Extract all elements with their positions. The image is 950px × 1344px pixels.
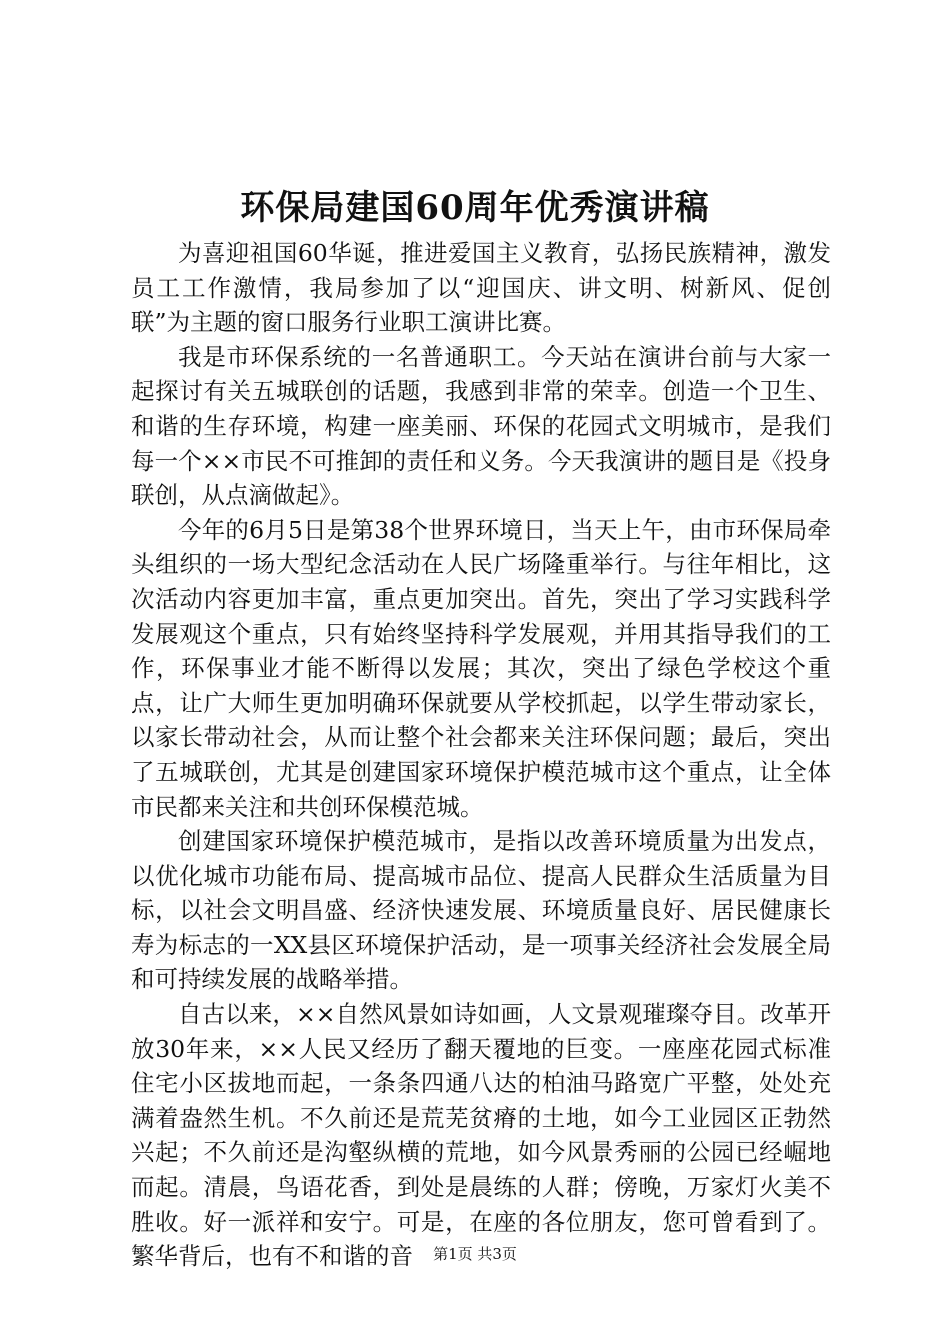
document-body: [131, 236, 831, 1274]
page-number-footer: 第1页 共3页: [433, 1245, 517, 1263]
paragraph-5: 自古以来，××自然风景如诗如画，人文景观璀璨夺目。改革开放30年来，××人民又经历了翻天覆地的巨变。一座座花园式标准住宅小区拔地而起，一条条四通八达的柏油马路宽广平整，处处充满着盎然生机。不久前还是荒芜贫瘠的土地，如今工业园区正勃然兴起；不久前还是沟壑纵横的荒地，如今风景秀丽的公园已经崛地而起。清晨，鸟语花香，到处是晨练的人群；傍晚，万家灯火美不胜收。好一派祥和安宁。可是，在座的各位朋友，您可曾看到了。繁华背后，也有不和谐的音: [131, 1000, 831, 1271]
paragraph-1: 为喜迎祖国60华诞，推进爱国主义教育，弘扬民族精神，激发员工工作激情，我局参加了以“迎国庆、讲文明、树新风、促创联”为主题的窗口服务行业职工演讲比赛。: [131, 239, 831, 337]
paragraph-2: 我是市环保系统的一名普通职工。今天站在演讲台前与大家一起探讨有关五城联创的话题，我感到非常的荣幸。创造一个卫生、和谐的生存环境，构建一座美丽、环保的花园式文明城市，是我们每一个××市民不可推卸的责任和义务。今天我演讲的题目是《投身联创，从点滴做起》。: [131, 342, 831, 510]
paragraph-4: 创建国家环境保护模范城市，是指以改善环境质量为出发点，以优化城市功能布局、提高城市品位、提高人民群众生活质量为目标，以社会文明昌盛、经济快速发展、环境质量良好、居民健康长寿为标志的一XX县区环境保护活动，是一项事关经济社会发展全局和可持续发展的战略举措。: [131, 827, 831, 994]
paragraph-3: 今年的6月5日是第38个世界环境日，当天上午，由市环保局牵头组织的一场大型纪念活动在人民广场隆重举行。与往年相比，这次活动内容更加丰富，重点更加突出。首先，突出了学习实践科学发展观这个重点，只有始终坚持科学发展观，并用其指导我们的工作，环保事业才能不断得以发展；其次，突出了绿色学校这个重点，让广大师生更加明确环保就要从学校抓起，以学生带动家长，以家长带动社会，从而让整个社会都来关注环保问题；最后，突出了五城联创，尤其是创建国家环境保护模范城市这个重点，让全体市民都来关注和共创环保模范城。: [131, 515, 831, 821]
document-title: 环保局建国60周年优秀演讲稿: [240, 188, 710, 228]
